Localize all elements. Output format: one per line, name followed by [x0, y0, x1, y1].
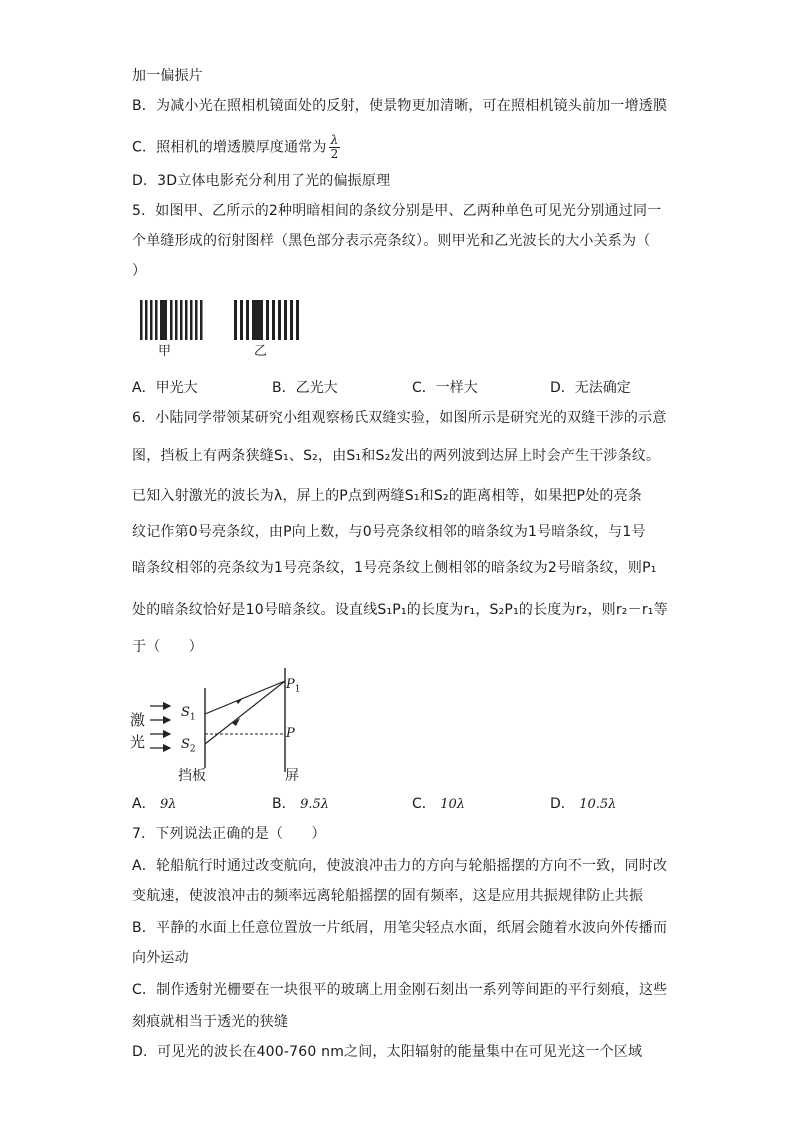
pattern-yi — [234, 300, 299, 340]
p1-label: $P_1$ — [286, 677, 301, 695]
q5-stem-line-2: 个单缝形成的衍射图样（黑色部分表示亮条纹）。则甲光和乙光波长的大小关系为（ — [132, 233, 651, 249]
q7-option-b-line-1: B．平静的水面上任意位置放一片纸屑，用笔尖轻点水面，纸屑会随着水波向外传播而 — [132, 920, 668, 936]
q7-option-a-line-2: 变航速，使波浪冲击的频率远离轮船摇摆的固有频率，这是应用共振规律防止共振 — [132, 888, 644, 904]
q7-option-c-line-2: 刻痕就相当于透光的狭缝 — [132, 1014, 289, 1030]
line-option-d: D．3D立体电影充分利用了光的偏振原理 — [132, 173, 391, 189]
lambda-over-2-fraction: $\frac{\lambda}{2}$ — [330, 133, 339, 161]
q6-stem-line-2: 图，挡板上有两条狭缝S₁、S₂，由S₁和S₂发出的两列波到达屏上时会产生干涉条纹。 — [132, 448, 661, 464]
q6-stem-line-4: 纹记作第0号亮条纹，由P向上数，与0号亮条纹相邻的暗条纹为1号暗条纹，与1号 — [132, 524, 646, 540]
p-label: P — [286, 726, 295, 741]
q6-option-c: C． 10λ — [412, 796, 466, 812]
q6-option-b: B． 9.5λ — [272, 796, 329, 812]
s1-label: $S_1$ — [181, 705, 196, 723]
q5-option-c: C．一样大 — [412, 380, 478, 396]
q6-stem-line-1: 6．小陆同学带领某研究小组观察杨氏双缝实验，如图所示是研究光的双缝干涉的示意 — [132, 410, 667, 426]
line-option-b: B．为减小光在照相机镜面处的反射，使景物更加清晰，可在照相机镜头前加一增透膜 — [132, 98, 668, 114]
barrier-label: 挡板 — [178, 768, 206, 784]
pattern-yi-label: 乙 — [254, 344, 268, 359]
ray-s1-p1 — [205, 681, 285, 714]
q5-option-b: B．乙光大 — [272, 380, 338, 396]
pattern-jia — [140, 300, 203, 340]
laser-label-1: 激 — [130, 711, 146, 729]
line-option-c: C．照相机的增透膜厚度通常为 $\frac{\lambda}{2}$ — [132, 133, 339, 161]
q5-option-d: D．无法确定 — [550, 380, 631, 396]
laser-label-2: 光 — [130, 733, 146, 751]
q7-option-a-line-1: A．轮船航行时通过改变航向，使波浪冲击力的方向与轮船摇摆的方向不一致，同时改 — [132, 858, 668, 874]
q6-option-d: D． 10.5λ — [550, 796, 617, 812]
pattern-jia-label: 甲 — [158, 344, 172, 359]
s2-label: $S_2$ — [181, 737, 196, 755]
q5-stem-line-1: 5．如图甲、乙所示的2种明暗相间的条纹分别是甲、乙两种单色可见光分别通过同一 — [132, 203, 662, 219]
q7-option-c-line-1: C．制作透射光栅要在一块很平的玻璃上用金刚石刻出一系列等间距的平行刻痕，这些 — [132, 982, 668, 998]
q6-stem-line-6: 处的暗条纹恰好是10号暗条纹。设直线S₁P₁的长度为r₁，S₂P₁的长度为r₂，则r₂－r₁等 — [132, 602, 668, 618]
q6-stem-line-5: 暗条纹相邻的亮条纹为1号亮条纹，1号亮条纹上侧相邻的暗条纹为2号暗条纹，则P₁ — [132, 560, 657, 576]
q5-stem-line-3: ） — [132, 263, 147, 279]
q7-option-b-line-2: 向外运动 — [132, 950, 189, 966]
q6-stem-line-3: 已知入射激光的波长为λ，屏上的P点到两缝S₁和S₂的距离相等，如果把P处的亮条 — [132, 488, 642, 504]
ray-arrowhead — [236, 698, 243, 704]
diffraction-patterns-figure — [132, 296, 312, 344]
q6-option-a: A． 9λ — [132, 796, 177, 812]
q7-stem: 7．下列说法正确的是（ ） — [132, 826, 326, 842]
screen-label: 屏 — [285, 768, 299, 784]
ray-s2-p1 — [205, 681, 285, 744]
q5-option-a: A．甲光大 — [132, 380, 198, 396]
line-option-a-continuation: 加一偏振片 — [132, 68, 203, 84]
q6-stem-line-7: 于（ ） — [132, 639, 203, 655]
q7-option-d: D．可见光的波长在400-760 nm之间，太阳辐射的能量集中在可见光这一个区域 — [132, 1044, 643, 1060]
